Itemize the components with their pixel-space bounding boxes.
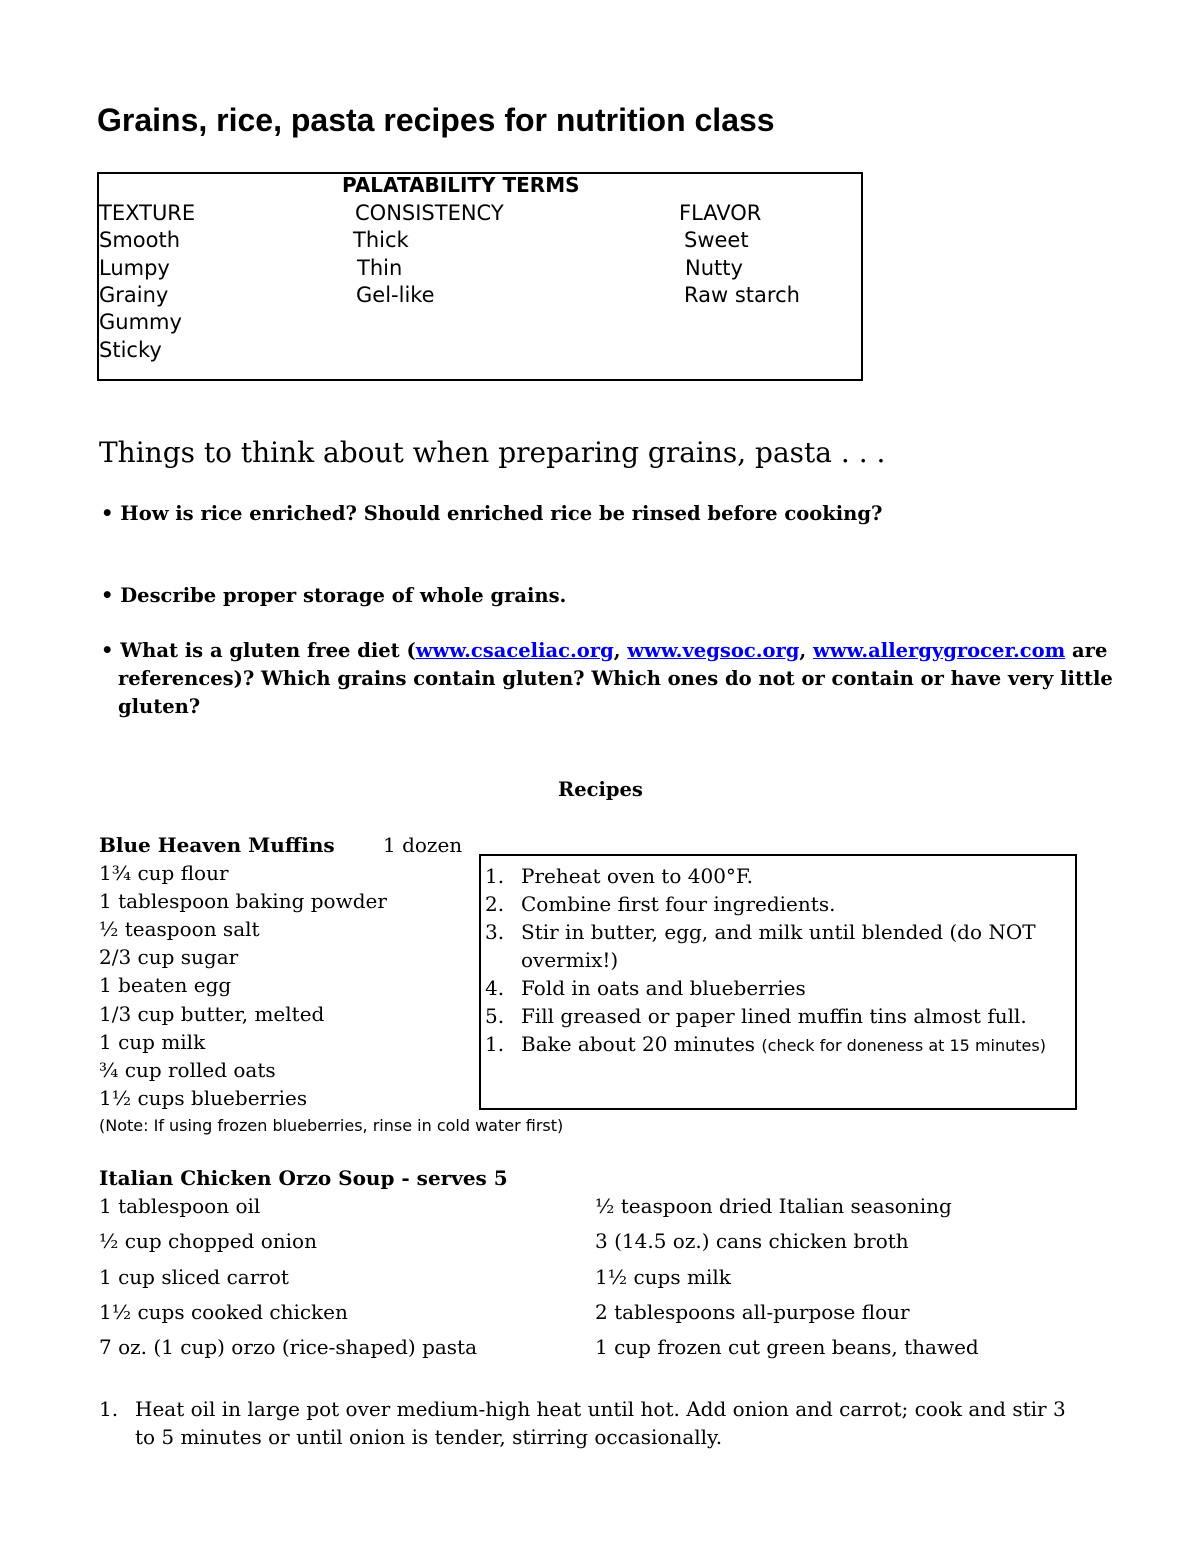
soup-step: Heat oil in large pot over medium-high heat until hot. Add onion and carrot; cook and stir 3: [135, 1397, 1066, 1421]
question-3: [101, 639, 1107, 662]
separator: ,: [799, 639, 813, 662]
soup-ingredient: 1½ cups cooked chicken: [99, 1300, 348, 1324]
texture-term: Grainy: [99, 283, 169, 307]
flavor-term: Raw starch: [684, 283, 800, 307]
question-3-suffix: are: [1065, 639, 1108, 662]
muffins-note: (Note: If using frozen blueberries, rinse in cold water first): [99, 1116, 564, 1135]
muffin-step-note: (check for doneness at 15 minutes): [761, 1036, 1046, 1055]
consistency-header: CONSISTENCY: [355, 201, 504, 225]
texture-term: Smooth: [99, 228, 181, 252]
flavor-term: Nutty: [685, 256, 743, 280]
soup-ingredient: 7 oz. (1 cup) orzo (rice-shaped) pasta: [99, 1335, 478, 1359]
separator: ,: [613, 639, 628, 662]
question-2-text: Describe proper storage of whole grains.: [120, 584, 567, 607]
muffin-step: Fold in oats and blueberries: [521, 976, 806, 1000]
consistency-term: Thick: [353, 228, 409, 252]
soup-ingredient: 1 cup sliced carrot: [99, 1265, 289, 1289]
soup-title: Italian Chicken Orzo Soup - serves 5: [99, 1166, 508, 1190]
step-number: 2.: [485, 892, 505, 916]
bullet: •: [101, 584, 114, 607]
texture-term: Lumpy: [99, 256, 170, 280]
palatability-heading: PALATABILITY TERMS: [342, 173, 580, 197]
muffin-ingredient: 2/3 cup sugar: [99, 945, 239, 969]
muffin-step: Preheat oven to 400°F.: [521, 864, 754, 888]
muffin-ingredient: 1 beaten egg: [99, 973, 232, 997]
muffins-yield: 1 dozen: [383, 833, 463, 857]
muffin-ingredient: 1 tablespoon baking powder: [99, 889, 387, 913]
muffin-ingredient: 1¾ cup flour: [99, 861, 229, 885]
step-number: 5.: [485, 1004, 505, 1028]
texture-term: Gummy: [99, 310, 182, 334]
question-3-line-3: gluten?: [118, 695, 201, 718]
bullet: •: [101, 502, 114, 525]
muffin-step: Fill greased or paper lined muffin tins almost full.: [521, 1004, 1027, 1028]
bullet: •: [101, 639, 114, 662]
csaceliac-link[interactable]: www.csaceliac.org: [415, 639, 614, 662]
consistency-term: Thin: [357, 256, 403, 280]
step-number: 1.: [99, 1397, 119, 1421]
consistency-term: Gel-like: [356, 283, 435, 307]
things-heading: Things to think about when preparing grains, pasta . . .: [99, 436, 886, 469]
muffin-ingredient: ¾ cup rolled oats: [99, 1058, 276, 1082]
muffin-step-continued: overmix!): [521, 948, 619, 972]
flavor-term: Sweet: [684, 228, 749, 252]
vegsoc-link[interactable]: www.vegsoc.org: [627, 639, 800, 662]
question-3-line-2: references)? Which grains contain gluten? Which ones do not or contain or have very little: [118, 667, 1113, 690]
soup-ingredient: 1 tablespoon oil: [99, 1194, 261, 1218]
question-3-prefix: What is a gluten free diet (: [120, 639, 416, 662]
recipes-heading: Recipes: [558, 778, 643, 801]
flavor-header: FLAVOR: [679, 201, 762, 225]
page-title: Grains, rice, pasta recipes for nutrition class: [97, 102, 775, 138]
question-2: [101, 584, 566, 607]
muffin-ingredient: 1/3 cup butter, melted: [99, 1002, 325, 1026]
muffin-step-text: Bake about 20 minutes: [521, 1032, 762, 1056]
muffin-step: [521, 1032, 1046, 1056]
soup-step-continued: to 5 minutes or until onion is tender, stirring occasionally.: [135, 1425, 723, 1449]
texture-header: TEXTURE: [99, 201, 196, 225]
soup-ingredient: 2 tablespoons all-purpose flour: [595, 1300, 910, 1324]
soup-ingredient: 3 (14.5 oz.) cans chicken broth: [595, 1229, 909, 1253]
soup-ingredient: 1½ cups milk: [595, 1265, 731, 1289]
step-number: 3.: [485, 920, 505, 944]
soup-ingredient: 1 cup frozen cut green beans, thawed: [595, 1335, 979, 1359]
muffin-ingredient: ½ teaspoon salt: [99, 917, 260, 941]
muffin-step: Combine first four ingredients.: [521, 892, 836, 916]
question-1: [101, 502, 882, 525]
muffin-ingredient: 1½ cups blueberries: [99, 1086, 308, 1110]
muffin-step: Stir in butter, egg, and milk until blended (do NOT: [521, 920, 1036, 944]
step-number: 4.: [485, 976, 505, 1000]
muffin-ingredient: 1 cup milk: [99, 1030, 206, 1054]
soup-ingredient: ½ teaspoon dried Italian seasoning: [595, 1194, 952, 1218]
soup-ingredient: ½ cup chopped onion: [99, 1229, 317, 1253]
texture-term: Sticky: [99, 338, 162, 362]
step-number: 1.: [485, 1032, 505, 1056]
step-number: 1.: [485, 864, 505, 888]
question-1-text: How is rice enriched? Should enriched rice be rinsed before cooking?: [120, 502, 883, 525]
allergygrocer-link[interactable]: www.allergygrocer.com: [812, 639, 1066, 662]
muffins-title: Blue Heaven Muffins: [99, 833, 335, 857]
